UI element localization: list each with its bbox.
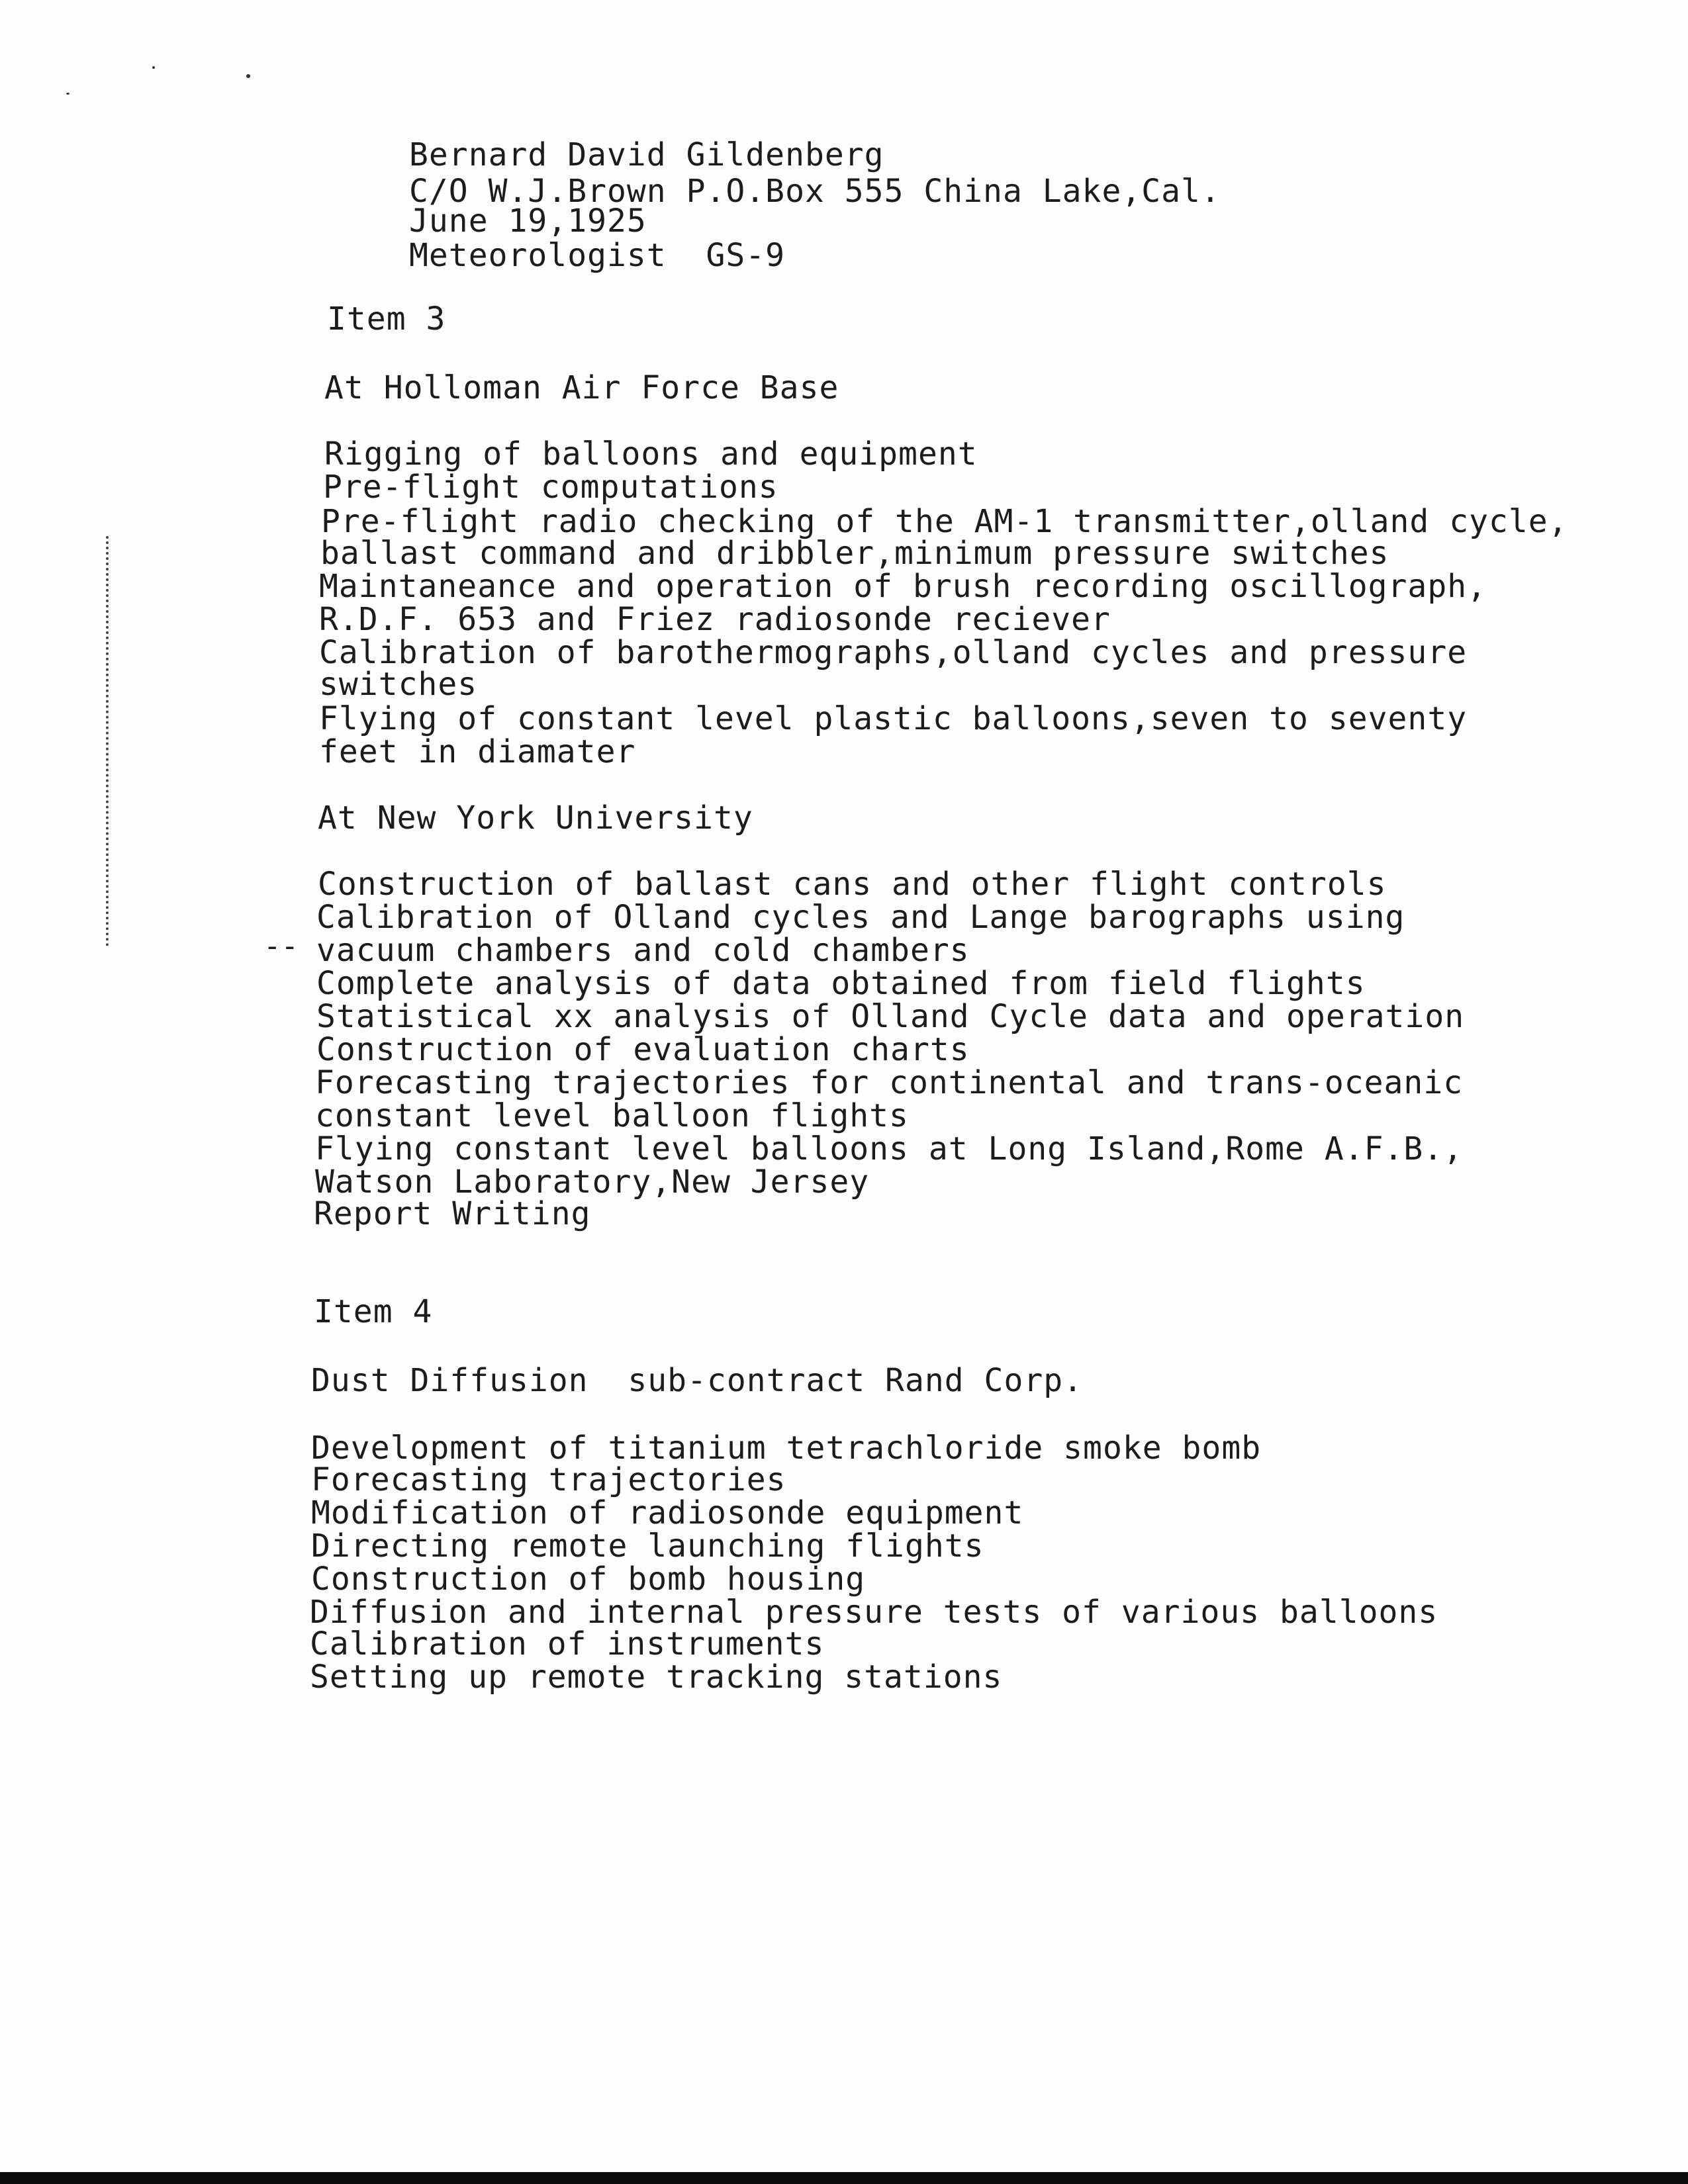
item-4-heading: Item 4 [314, 1293, 433, 1330]
scan-speck [66, 93, 70, 95]
scan-speck [246, 74, 250, 78]
item-3-heading: Item 3 [327, 300, 446, 338]
nyu-line: Construction of ballast cans and other flight controls [318, 866, 1387, 903]
holloman-line: Maintaneance and operation of brush recording oscillograph, [319, 568, 1487, 605]
nyu-line: Watson Laboratory,New Jersey [315, 1163, 870, 1201]
nyu-line: Complete analysis of data obtained from field flights [316, 965, 1366, 1002]
item-4-line: Setting up remote tracking stations [310, 1659, 1003, 1696]
nyu-line: Report Writing [314, 1195, 591, 1232]
item-4-line: Forecasting trajectories [311, 1461, 786, 1498]
holloman-line: feet in diamater [319, 733, 636, 770]
margin-dash-mark: -- [263, 929, 299, 963]
holloman-line: Rigging of balloons and equipment [324, 435, 978, 473]
holloman-heading: At Holloman Air Force Base [324, 369, 839, 406]
scan-bottom-edge [0, 2172, 1688, 2184]
nyu-heading: At New York University [318, 799, 753, 837]
item-4-line: Modification of radiosonde equipment [311, 1494, 1024, 1531]
scan-speck [152, 66, 155, 69]
author-address: C/O W.J.Brown P.O.Box 555 China Lake,Cal. [409, 173, 1221, 210]
item-4-subheading: Dust Diffusion sub-contract Rand Corp. [311, 1362, 1084, 1399]
item-4-line: Calibration of instruments [310, 1625, 825, 1662]
nyu-line: Calibration of Olland cycles and Lange barographs using [316, 899, 1405, 936]
holloman-line: Pre-flight radio checking of the AM-1 transmitter,olland cycle, [321, 503, 1568, 540]
item-4-line: Diffusion and internal pressure tests of various balloons [310, 1594, 1438, 1631]
holloman-line: R.D.F. 653 and Friez radiosonde reciever [319, 601, 1111, 638]
document-date: June 19,1925 [409, 203, 647, 240]
item-4-line: Development of titanium tetrachloride smoke bomb [311, 1430, 1262, 1467]
holloman-line: switches [319, 666, 478, 703]
holloman-line: Flying of constant level plastic balloons,seven to seventy [319, 700, 1468, 737]
nyu-line: vacuum chambers and cold chambers [316, 932, 970, 969]
item-4-line: Construction of bomb housing [311, 1561, 866, 1598]
left-margin-dotted-line [106, 536, 113, 946]
author-name: Bernard David Gildenberg [409, 136, 884, 173]
nyu-line: Forecasting trajectories for continental and trans-oceanic [315, 1064, 1464, 1101]
nyu-line: Construction of evaluation charts [316, 1031, 970, 1068]
nyu-line: Statistical xx analysis of Olland Cycle data and operation [316, 998, 1465, 1035]
holloman-line: Pre-flight computations [323, 469, 778, 506]
item-4-line: Directing remote launching flights [311, 1527, 984, 1565]
holloman-line: ballast command and dribbler,minimum pressure switches [320, 535, 1389, 572]
job-title: Meteorologist GS-9 [409, 237, 786, 274]
holloman-line: Calibration of barothermographs,olland cycles and pressure [319, 634, 1468, 671]
nyu-line: Flying constant level balloons at Long Island,Rome A.F.B., [315, 1130, 1464, 1167]
nyu-line: constant level balloon flights [315, 1097, 909, 1134]
